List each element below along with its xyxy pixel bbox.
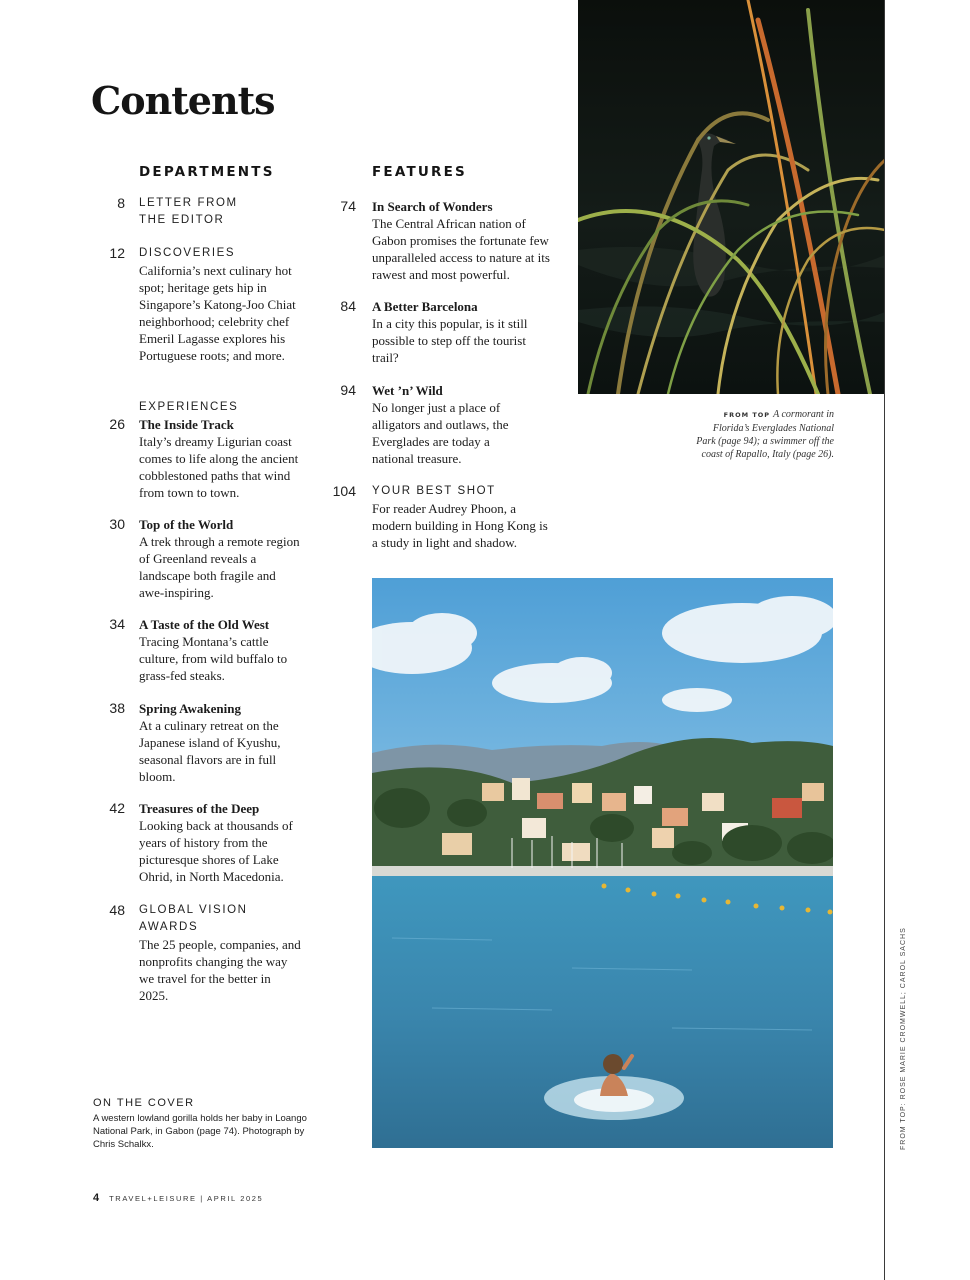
toc-entry[interactable] bbox=[117, 195, 307, 229]
entry-description: Italy’s dreamy Ligurian coast comes to life along the ancient cobblestoned paths that wind from town to town. bbox=[139, 434, 299, 500]
entry-description: A trek through a remote region of Greenland reveals a landscape both fragile and awe-inspiring. bbox=[139, 534, 300, 600]
entry-description: Tracing Montana’s cattle culture, from wild buffalo to grass-fed steaks. bbox=[139, 634, 288, 683]
page-number: 34 bbox=[109, 616, 125, 632]
folio-page-number: 4 bbox=[93, 1192, 100, 1204]
page-number: 42 bbox=[109, 800, 125, 816]
page-number: 30 bbox=[109, 516, 125, 532]
toc-entry[interactable] bbox=[332, 483, 562, 551]
entry-description: The 25 people, companies, and nonprofits changing the way we travel for the better in 2025. bbox=[139, 937, 301, 1003]
folio bbox=[93, 1192, 263, 1204]
toc-entry[interactable] bbox=[109, 616, 307, 684]
toc-entry[interactable] bbox=[340, 382, 562, 467]
entry-title: A Taste of the Old West bbox=[139, 617, 270, 632]
page-number: 12 bbox=[109, 245, 125, 261]
page-number: 8 bbox=[117, 195, 125, 211]
entry-kicker: YOUR BEST SHOT bbox=[372, 485, 496, 497]
page-number: 48 bbox=[109, 902, 125, 918]
entry-description: For reader Audrey Phoon, a modern building in Hong Kong is a study in light and shadow. bbox=[372, 501, 548, 550]
page-number: 26 bbox=[109, 416, 125, 432]
entry-description: At a culinary retreat on the Japanese island of Kyushu, seasonal flavors are in full bloom. bbox=[139, 718, 281, 784]
page-number: 94 bbox=[340, 382, 356, 398]
toc-entry[interactable] bbox=[340, 298, 562, 366]
toc-entry[interactable] bbox=[109, 245, 307, 364]
toc-entry[interactable] bbox=[109, 800, 307, 885]
entry-description: In a city this popular, is it still possible to step off the tourist trail? bbox=[372, 316, 528, 365]
toc-entry[interactable] bbox=[109, 700, 307, 785]
caption-lead: FROM TOP bbox=[723, 411, 771, 419]
entry-description: Looking back at thousands of years of history from the picturesque shores of Lake Ohrid, in North Macedonia. bbox=[139, 818, 293, 884]
entry-kicker: GLOBAL VISION AWARDS bbox=[139, 904, 248, 933]
entry-kicker: LETTER FROM THE EDITOR bbox=[139, 197, 238, 226]
page-number: 104 bbox=[332, 483, 356, 499]
cormorant-illustration bbox=[578, 0, 885, 394]
entry-title: Wet ’n’ Wild bbox=[372, 383, 443, 398]
entry-description: No longer just a place of alligators and outlaws, the Everglades are today a national treasure. bbox=[372, 400, 509, 466]
entry-title: In Search of Wonders bbox=[372, 199, 493, 214]
caption-text: A cormorant in Florida’s Everglades National Park (page 94); a swimmer off the coast of Rapallo, Italy (page 26). bbox=[696, 409, 834, 460]
entry-kicker: DISCOVERIES bbox=[139, 247, 236, 259]
photo-credit: FROM TOP: ROSE MARIE CROMWELL; CAROL SACHS bbox=[900, 927, 907, 1150]
page-number: 38 bbox=[109, 700, 125, 716]
rapallo-illustration bbox=[372, 578, 833, 1148]
page-number: 74 bbox=[340, 198, 356, 214]
rapallo-photo bbox=[372, 578, 833, 1148]
cover-description: A western lowland gorilla holds her baby in Loango National Park, in Gabon (page 74). Photograph by Chris Schalkx. bbox=[93, 1113, 307, 1150]
page-title: Contents bbox=[91, 78, 275, 123]
entry-title: Top of the World bbox=[139, 517, 234, 532]
entry-title: A Better Barcelona bbox=[372, 299, 478, 314]
cormorant-photo bbox=[578, 0, 885, 394]
toc-entry[interactable] bbox=[340, 198, 562, 283]
entry-description: California’s next culinary hot spot; heritage gets hip in Singapore’s Katong-Joo Chiat neighborhood; celebrity chef Emeril Lagasse explores his Portuguese roots; and more. bbox=[139, 263, 296, 363]
features-heading: FEATURES bbox=[372, 164, 467, 180]
toc-entry[interactable] bbox=[109, 516, 307, 601]
cover-heading: ON THE COVER bbox=[93, 1097, 195, 1109]
entry-title: The Inside Track bbox=[139, 417, 234, 432]
entry-title: Spring Awakening bbox=[139, 701, 241, 716]
entry-kicker: EXPERIENCES bbox=[139, 401, 239, 413]
toc-entry[interactable] bbox=[109, 902, 307, 1004]
page-number: 84 bbox=[340, 298, 356, 314]
photo-caption bbox=[695, 408, 834, 461]
toc-entry[interactable] bbox=[109, 399, 307, 501]
entry-title: Treasures of the Deep bbox=[139, 801, 260, 816]
entry-description: The Central African nation of Gabon promises the fortunate few unparalleled access to nature at its rawest and most powerful. bbox=[372, 216, 550, 282]
departments-heading: DEPARTMENTS bbox=[139, 164, 275, 180]
folio-masthead: TRAVEL+LEISURE | APRIL 2025 bbox=[109, 1194, 264, 1203]
vertical-rule bbox=[884, 0, 885, 1280]
